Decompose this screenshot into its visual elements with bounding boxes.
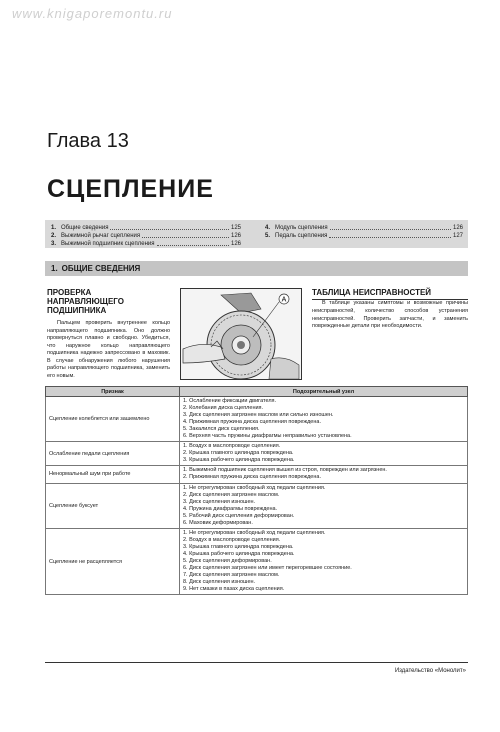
table-row (46, 397, 468, 442)
toc-item[interactable]: 2. Выжимной рычаг сцепления 126 (51, 233, 241, 239)
subsection-heading: ТАБЛИЦА НЕИСПРАВНОСТЕЙ (312, 288, 468, 300)
toc-item[interactable]: 1. Общие сведения 125 (51, 225, 241, 231)
cause-cell: 1. Не отрегулирован свободный ход педали сцепления. 2. Воздух в маслопроводе сцепления. 3. Крышка главного цилиндра повреждена. 4. Крышка рабочего цилиндра повреждена. 5. Диск сцепления деформирован. 6. Диск сцепления загрязнен или имеет перегоревшее состояние. 7. Диск сцепления загрязнен маслом. 8. Диск сцепления изношен. 9. Нет смазки в пазах диска сцепления. (180, 528, 468, 594)
table-header: Признак (46, 387, 180, 397)
figure-callout: А (281, 296, 287, 304)
body-text: Пальцем проверить внутреннее кольцо направляющего подшипника. Оно должно провернуться плавно и свободно. Убедиться, что наружное кольцо направляющего подшипника надежно запрессовано в маховик. В случае обнаружения любого нарушения работы направляющего подшипника, заменить его новым. (47, 320, 170, 379)
toc-item[interactable]: 5. Педаль сцепления 127 (265, 233, 463, 239)
cause-cell: 1. Выжимной подшипник сцепления вышел из строя, поврежден или загрязнен. 2. Прижимная пружина диска сцепления повреждена. (180, 466, 468, 483)
chapter-title: СЦЕПЛЕНИЕ (47, 175, 214, 203)
symptom-cell: Сцепление не расцепляется (46, 528, 180, 594)
subsection-heading: ПРОВЕРКА НАПРАВЛЯЮЩЕГО ПОДШИПНИКА (47, 288, 124, 315)
fault-table (45, 386, 468, 595)
symptom-cell: Сцепление колеблется или зашемлено (46, 397, 180, 442)
table-row (46, 442, 468, 466)
cause-cell: 1. Не отрегулирован свободный ход педали сцепления. 2. Диск сцепления загрязнен маслом. 3. Диск сцепления изношен. 4. Пружина диафрагмы повреждена. 5. Рабочий диск сцепления деформирован. 6. Маховик деформирован. (180, 483, 468, 528)
chapter-number: Глава 13 (47, 130, 129, 152)
table-row (46, 528, 468, 594)
table-row (46, 466, 468, 483)
toc-item[interactable]: 4. Модуль сцепления 126 (265, 225, 463, 231)
table-row (46, 483, 468, 528)
body-text: В таблице указаны симптомы и возможные причины неисправностей, количество способов устранения неисправностей. Проверить запчасти, и заменить поврежденные детали при необходимости. (312, 300, 468, 330)
symptom-cell: Ослабление педали сцепления (46, 442, 180, 466)
watermark: www.knigaporemontu.ru (12, 6, 173, 21)
toc-item[interactable]: 3. Выжимной подшипник сцепления 126 (51, 241, 241, 247)
table-header: Подозрительный узел (180, 387, 468, 397)
cause-cell: 1. Ослабление фиксации двигателя. 2. Колебания диска сцепления. 3. Диск сцепления загрязнен маслом или сильно изношен. 4. Прижимная пружина диска сцепления повреждена. 5. Закалился диск сцепления. 6. Верхняя часть пружины диафрагмы неправильно установлена. (180, 397, 468, 442)
symptom-cell: Ненормальный шум при работе (46, 466, 180, 483)
footer-divider (45, 662, 468, 663)
section-heading: 1. ОБЩИЕ СВЕДЕНИЯ (45, 261, 468, 276)
cause-cell: 1. Воздух в маслопроводе сцепления. 2. Крышка главного цилиндра повреждена. 3. Крышка рабочего цилиндра повреждена. (180, 442, 468, 466)
publisher: Издательство «Монолит» (394, 668, 466, 674)
table-of-contents (45, 220, 468, 248)
symptom-cell: Сцепление буксует (46, 483, 180, 528)
clutch-illustration (180, 288, 302, 380)
